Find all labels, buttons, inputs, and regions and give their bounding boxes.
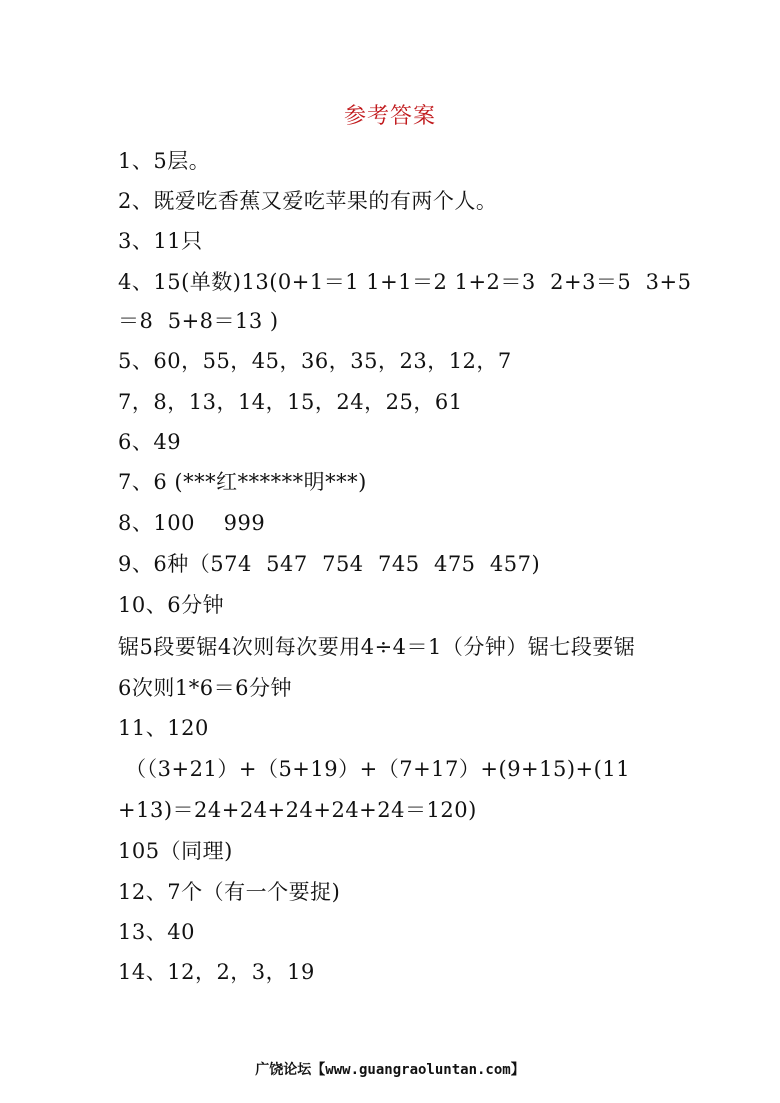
answer-line-11-explain: （（3+21）+（5+19）+（7+17）+(9+15)+(11 xyxy=(118,757,631,781)
answer-line-12: 12、7个（有一个要捉) xyxy=(118,880,341,904)
answer-line-10-explain: 锯5段要锯4次则每次要用4÷4＝1（分钟）锯七段要锯 xyxy=(118,635,636,659)
answer-line-1: 1、5层。 xyxy=(118,149,211,173)
answer-line-9: 9、6种（574 547 754 745 475 457) xyxy=(118,552,541,576)
answer-line-10-explain-cont: 6次则1*6＝6分钟 xyxy=(118,676,292,700)
answer-line-10: 10、6分钟 xyxy=(118,593,225,617)
answer-line-11-explain-cont: +13)＝24+24+24+24+24＝120) xyxy=(118,798,477,822)
answer-line-4: 4、15(单数)13(0+1＝1 1+1＝2 1+2＝3 2+3＝5 3+5 xyxy=(118,270,692,294)
answer-line-11-second: 105（同理) xyxy=(118,839,233,863)
answer-line-13: 13、40 xyxy=(118,920,195,944)
answer-line-3: 3、11只 xyxy=(118,229,203,253)
footer-watermark: 广饶论坛【www.guangraoluntan.com】 xyxy=(255,1062,525,1078)
answer-line-5-cont: 7，8，13，14，15，24，25，61 xyxy=(118,390,463,414)
answer-line-2: 2、既爱吃香蕉又爱吃苹果的有两个人。 xyxy=(118,189,498,213)
answer-line-14: 14、12，2，3，19 xyxy=(118,960,315,984)
answer-line-5: 5、60，55，45，36，35，23，12，7 xyxy=(118,349,512,373)
answer-line-8: 8、100 999 xyxy=(118,511,266,535)
page-title: 参考答案 xyxy=(343,104,436,129)
answer-line-6: 6、49 xyxy=(118,430,182,454)
answer-line-4-cont: ＝8 5+8＝13 ) xyxy=(118,309,279,333)
answer-line-7: 7、6 (***红******明***) xyxy=(118,470,367,494)
answer-line-11: 11、120 xyxy=(118,716,209,740)
